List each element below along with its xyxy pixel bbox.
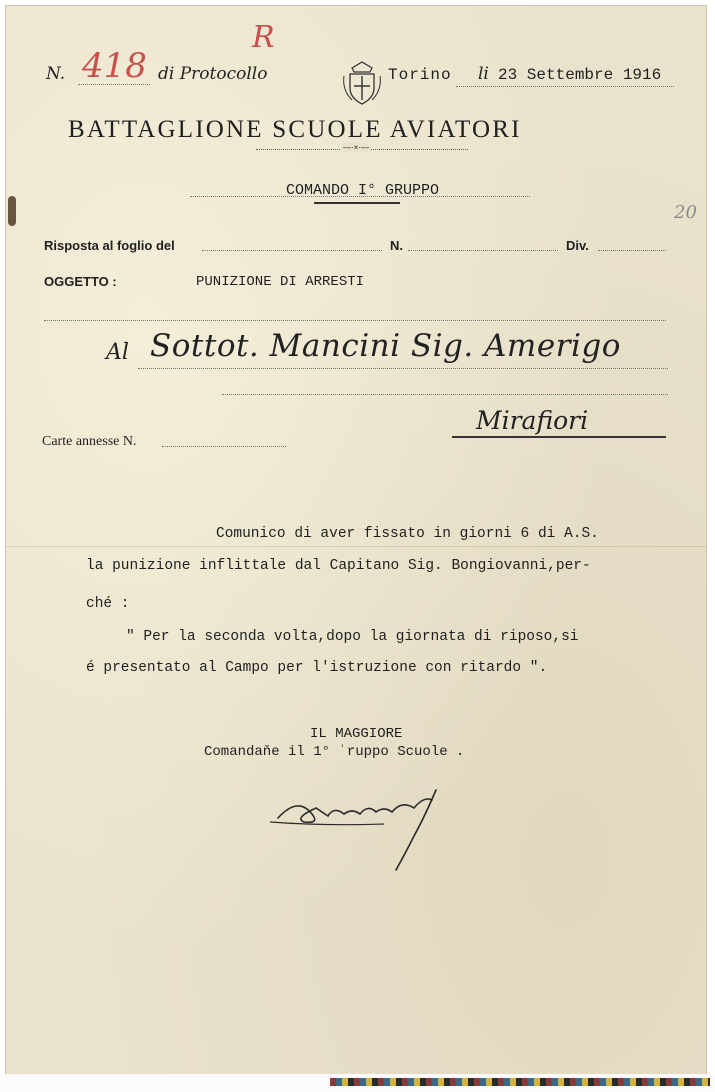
risposta-n-label: N. [390, 238, 403, 253]
title-ornament: —·×·— [343, 143, 369, 152]
div-label: Div. [566, 238, 589, 253]
risposta-label: Risposta al foglio del [44, 238, 175, 253]
risposta-dotted-line [202, 250, 382, 251]
command-underline [314, 202, 400, 204]
city: Torino [388, 66, 452, 84]
document-sheet [6, 6, 706, 1074]
n-label: N. [46, 64, 66, 84]
signature-rank: IL MAGGIORE [310, 726, 403, 742]
body-line-1: Comunico di aver fissato in giorni 6 di A.S. [216, 526, 599, 542]
carte-dotted-line [162, 446, 286, 447]
body-line-3: ché : [86, 596, 130, 612]
document-title: BATTAGLIONE SCUOLE AVIATORI [68, 116, 522, 143]
date-dotted-line [456, 86, 674, 87]
body-line-4: " Per la seconda volta,dopo la giornata di riposo,si [126, 629, 579, 645]
oggetto-label: OGGETTO : [44, 274, 117, 289]
command-label: COMANDO I° GRUPPO [286, 182, 440, 199]
red-mark: R [252, 20, 275, 55]
protocol-dotted-line [78, 84, 150, 85]
oggetto-dotted-line [44, 320, 666, 321]
protocol-label: di Protocollo [158, 64, 268, 84]
address-dotted-line [222, 394, 668, 395]
location: Mirafiori [476, 406, 589, 435]
date-prefix: li [478, 64, 489, 84]
carte-label: Carte annesse N. [42, 434, 137, 449]
div-dotted-line [598, 250, 666, 251]
oggetto-value: PUNIZIONE DI ARRESTI [196, 274, 365, 290]
command-dotted-line [190, 196, 530, 197]
recipient-name: Sottot. Mancini Sig. Amerigo [150, 328, 621, 364]
signature-role: Comandaňe il 1° ʿruppo Scuole . [204, 744, 465, 760]
al-label: Al [106, 340, 129, 365]
fold-crease [6, 546, 706, 547]
date-value: 23 Settembre 1916 [498, 66, 662, 84]
location-underline [452, 436, 666, 438]
recipient-dotted-line [138, 368, 668, 369]
royal-crest-icon [340, 60, 384, 106]
handwritten-signature-icon [264, 778, 464, 878]
risposta-n-dotted-line [408, 250, 558, 251]
protocol-number: 418 [82, 46, 147, 86]
margin-note: 20 [674, 202, 697, 223]
body-line-2: la punizione inflittale dal Capitano Sig. Bongiovanni,per- [86, 558, 591, 574]
binding-hole [8, 196, 16, 226]
body-line-5: é presentato al Campo per l'istruzione con ritardo ". [86, 660, 548, 676]
color-calibration-strip [330, 1078, 710, 1086]
